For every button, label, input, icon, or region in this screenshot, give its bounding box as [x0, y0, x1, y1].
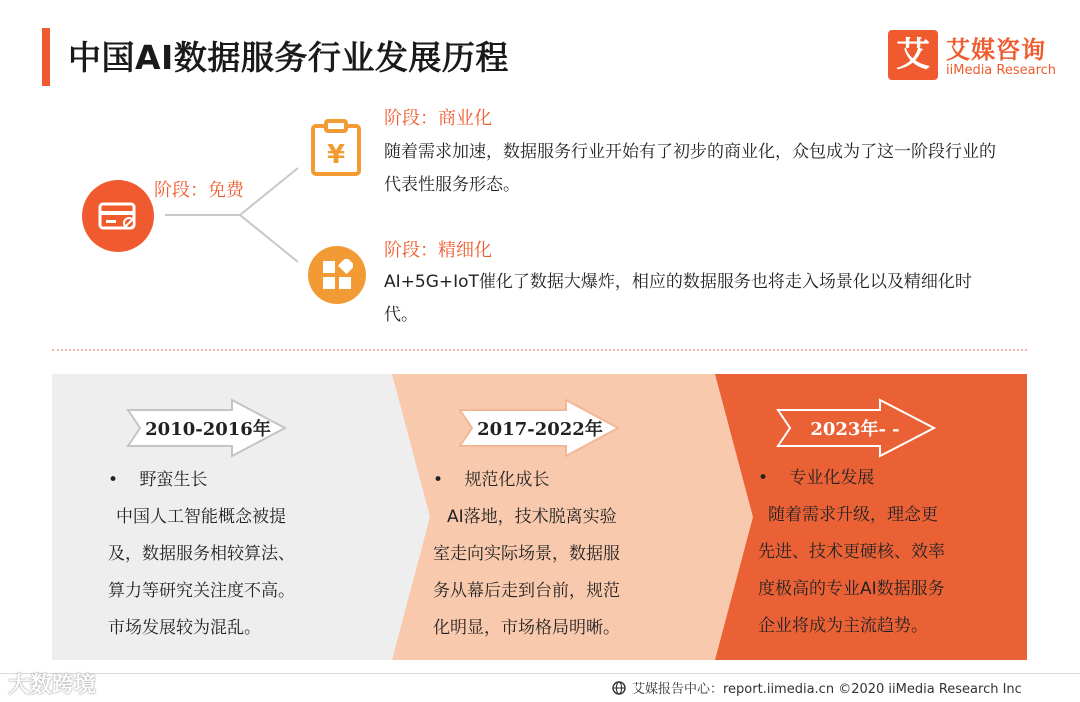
- timeline-text-3: [758, 460, 1018, 645]
- timeline-heading-1: 野蛮生长: [139, 470, 208, 490]
- timeline-line: 随着需求升级，理念更: [768, 505, 938, 525]
- footer-text: 艾媒报告中心：report.iimedia.cn ©2020 iiMedia Research Inc: [632, 682, 1022, 697]
- bullet: •: [108, 470, 119, 490]
- stage-commercial-label: 阶段：商业化: [384, 108, 492, 129]
- timeline-line: 化明显，市场格局明晰。: [433, 618, 620, 638]
- page-title: 中国AI数据服务行业发展历程: [68, 38, 509, 77]
- footer-divider: [0, 673, 1080, 674]
- footer: [612, 678, 1022, 697]
- year-label-2: 2017-2022年: [477, 419, 603, 440]
- stage-refined-label: 阶段：精细化: [384, 240, 492, 261]
- timeline-heading-2: 规范化成长: [464, 470, 550, 490]
- globe-icon: [612, 681, 626, 695]
- bullet: •: [433, 470, 444, 490]
- svg-text:¥: ¥: [326, 140, 346, 170]
- timeline-line: 及，数据服务相较算法、: [108, 544, 295, 564]
- timeline-text-1: [108, 462, 358, 647]
- timeline-line: 先进、技术更硬核、效率: [758, 542, 945, 562]
- stage-free-label: 阶段：免费: [154, 180, 244, 201]
- timeline-line: 企业将成为主流趋势。: [758, 616, 928, 636]
- timeline-line: 中国人工智能概念被提: [116, 507, 286, 527]
- timeline-line: 算力等研究关注度不高。: [108, 581, 295, 601]
- timeline-text-2: [433, 462, 693, 647]
- stage-refined-description: AI+5G+IoT催化了数据大爆炸，相应的数据服务也将走入场景化以及精细化时代。: [384, 272, 972, 325]
- timeline-line: AI落地，技术脱离实验: [447, 507, 617, 527]
- timeline-line: 室走向实际场景，数据服: [433, 544, 620, 564]
- timeline-line: 度极高的专业AI数据服务: [758, 579, 945, 599]
- logo-text-cn: 艾媒咨询: [946, 36, 1046, 64]
- year-label-1: 2010-2016年: [145, 419, 271, 440]
- timeline-heading-3: 专业化发展: [789, 468, 875, 488]
- logo-text-en: iiMedia Research: [946, 63, 1057, 78]
- timeline-line: 市场发展较为混乱。: [108, 618, 261, 638]
- watermark: 大数跨境: [8, 673, 97, 698]
- stage-commercial-description: 随着需求加速，数据服务行业开始有了初步的商业化，众包成为了这一阶段行业的代表性服务形态。: [384, 142, 996, 195]
- timeline-line: 务从幕后走到台前，规范: [433, 581, 620, 601]
- year-label-3: 2023年- -: [810, 419, 900, 440]
- logo-mark: 艾: [888, 30, 938, 80]
- bullet: •: [758, 468, 769, 488]
